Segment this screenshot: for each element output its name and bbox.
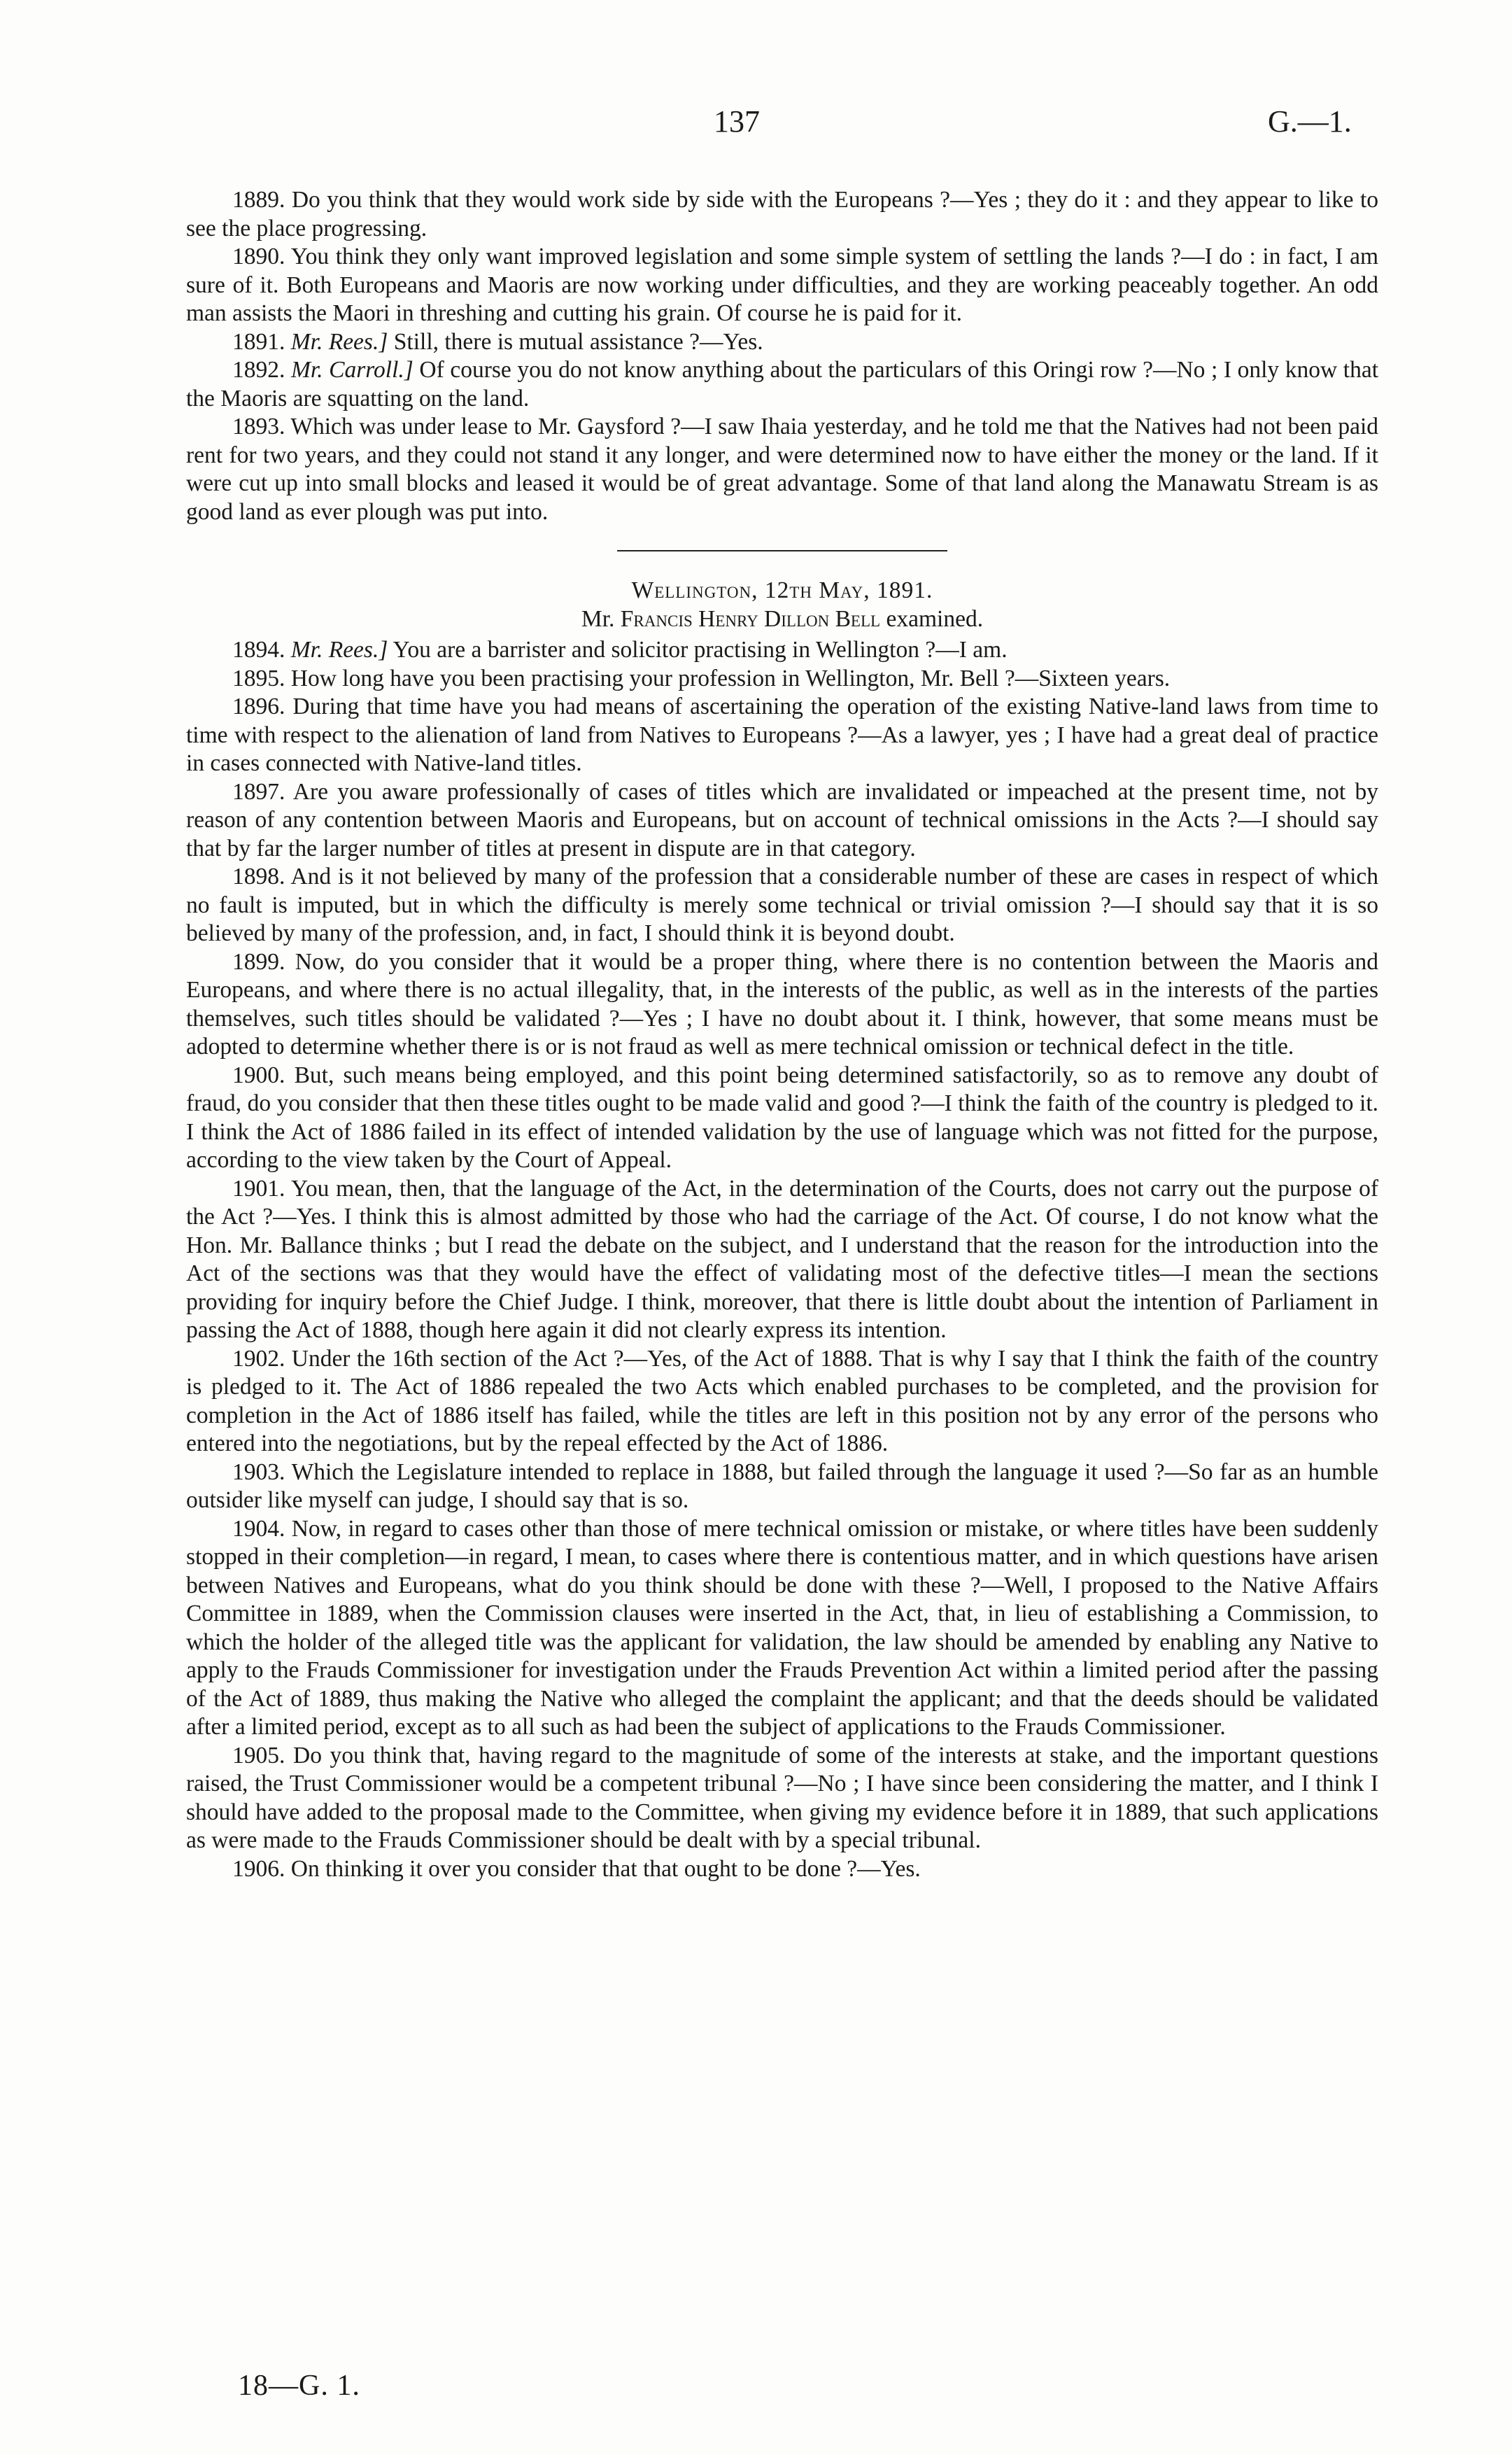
paragraph-text: Now, do you consider that it would be a proper thing, where there is no contention between the Maoris and Europeans, and where there is no actual illegality, that, in the interests of the public, as well as in the interests of the parties themselves, such titles should be validated ?—Yes ; I have no doubt about it. I think, however, that some means must be adopted to determine whether there is or is not fraud as well as mere technical omission or technical defect in the title. [186,948,1378,1060]
witness-line [186,605,1378,634]
page-header [0,104,1512,146]
document-code: G.—1. [1268,104,1352,139]
paragraph-text: Still, there is mutual assistance ?—Yes. [393,328,763,355]
body-text [186,186,1378,1883]
question-paragraph [186,1515,1378,1742]
question-number: 1902. [232,1345,285,1372]
paragraphs-after-section [186,636,1378,1883]
paragraph-text: Do you think that they would work side by side with the Europeans ?—Yes ; they do it : and they appear to like to see the place progressing. [186,187,1379,241]
question-number: 1895. [232,665,285,691]
question-number: 1890. [232,244,285,269]
paragraph-text: You think they only want improved legislation and some simple system of settling the lands ?—I do : in fact, I am sure of it. Both Europeans and Maoris are now working under difficulties, and they are working peaceably together. An odd man assists the Maori in threshing and cutting his grain. Of course he is paid for it. [186,244,1379,326]
question-number: 1893. [232,414,285,439]
printer-signature: 18—G. 1. [238,2370,360,2402]
question-paragraph [186,1062,1378,1175]
question-paragraph [186,863,1378,948]
question-number: 1892. [232,357,285,383]
paragraph-text: You are a barrister and solicitor practising in Wellington ?—I am. [393,637,1008,663]
question-number: 1898. [232,864,285,889]
question-number: 1897. [232,778,285,805]
question-number: 1900. [232,1062,285,1088]
question-paragraph [186,1175,1378,1345]
paragraph-text: On thinking it over you consider that that ought to be done ?—Yes. [290,1855,921,1882]
question-paragraph [186,1458,1378,1515]
paragraph-text: Are you aware professionally of cases of titles which are invalidated or impeached at the present time, not by reason of any contention between Maoris and Europeans, but on account of technical omissions in the Acts ?—I should say that by far the larger number of titles at present in dispute are in that category. [186,778,1378,861]
paragraph-text: You mean, then, that the language of the Act, in the determination of the Courts, does not carry out the purpose of the Act ?—Yes. I think this is almost admitted by those who had the carriage of the Act. Of course, I do not know what the Hon. Mr. Ballance thinks ; but I read the debate on the subject, and I understand that the reason for the introduction into the Act of the sections was that they would have the effect of validating most of the defective titles—I mean the sections providing for inquiry before the Chief Judge. I think, moreover, that there is little doubt about the intention of Parliament in passing the Act of 1888, though here again it did not clearly express its intention. [186,1175,1378,1343]
question-paragraph [186,186,1378,243]
paragraph-text: During that time have you had means of ascertaining the operation of the existing Native-land laws from time to time with respect to the alienation of land from Natives to Europeans ?—As a lawyer, yes ; I have had a great deal of practice in cases connected with Native-land titles. [186,694,1379,776]
question-number: 1896. [232,694,285,719]
question-number: 1889. [232,187,285,213]
question-paragraph [186,1742,1378,1855]
page-number: 137 [714,104,760,139]
witness-prefix: Mr. [581,605,615,632]
paragraph-text: Which was under lease to Mr. Gaysford ?—I saw Ihaia yesterday, and he told me that the Natives had not been paid rent for two years, and they could not stand it any longer, and were determined now to have either the money or the land. If it were cut up into small blocks and leased it would be of great advantage. Some of that land along the Manawatu Stream is as good land as ever plough was put into. [186,414,1379,525]
question-number: 1903. [232,1458,285,1485]
question-paragraph [186,636,1378,665]
paragraph-text: How long have you been practising your profession in Wellington, Mr. Bell ?—Sixteen years. [290,665,1171,691]
witness-suffix: examined. [886,605,984,632]
question-number: 1906. [232,1855,285,1882]
question-paragraph [186,778,1378,864]
question-number: 1899. [232,948,285,975]
speaker-label: Mr. Carroll.] [290,357,414,383]
paragraph-text: Under the 16th section of the Act ?—Yes, of the Act of 1888. That is why I say that I think the faith of the country is pledged to it. The Act of 1886 repealed the two Acts which enabled purchases to be completed, and the provision for completion in the Act of 1886 itself has failed, while the titles are left in this position not by any error of the persons who entered into the negotiations, but by the repeal effected by the Act of 1886. [186,1345,1378,1456]
question-number: 1894. [232,637,285,663]
paragraph-text: Do you think that, having regard to the magnitude of some of the interests at stake, and the important questions raised, the Trust Commissioner would be a competent tribunal ?—No ; I have since been considering the matter, and I think I should have added to the proposal made to the Committee, when giving my evidence before it in 1889, that such applications as were made to the Frauds Commissioner should be dealt with by a special tribunal. [186,1742,1379,1853]
question-number: 1901. [232,1175,285,1202]
speaker-label: Mr. Rees.] [290,328,388,355]
paragraph-text: But, such means being employed, and this point being determined satisfactorily, so as to remove any doubt of fraud, do you consider that then these titles ought to be made valid and good ?—I think the faith of the country is pledged to it. I think the Act of 1886 failed in its effect of intended validation by the use of language which was not fitted for the purpose, according to the view taken by the Court of Appeal. [186,1062,1378,1173]
question-paragraph [186,665,1378,694]
question-paragraph [186,356,1378,413]
paragraph-text: And is it not believed by many of the profession that a considerable number of these are cases in respect of which no fault is imputed, but in which the difficulty is merely some technical or trivial omission ?—I should say that it is so believed by many of the profession, and, in fact, I should think it is beyond doubt. [186,864,1379,946]
paragraph-text: Of course you do not know anything about the particulars of this Oringi row ?—No ; I only know that the Maoris are squatting on the land. [186,357,1378,411]
question-paragraph [186,948,1378,1062]
paragraphs-before-section [186,186,1378,526]
question-number: 1891. [232,328,285,355]
section-dateline: Wellington, 12th May, 1891. [631,577,933,603]
paragraph-text: Now, in regard to cases other than those of mere technical omission or mistake, or where titles have been suddenly stopped in their completion—in regard, I mean, to cases where there is contentious matter, and in which questions have arisen between Natives and Europeans, what do you think should be done with these ?—Well, I proposed to the Native Affairs Committee in 1889, when the Commission clauses were inserted in the Act, that, in lieu of establishing a Commission, to which the holder of the alleged title was the applicant for validation, the law should be amended by enabling any Native to apply to the Frauds Commissioner for investigation under the Frauds Prevention Act within a limited period after the passing of the Act of 1889, thus making the Native who alleged the complaint the applicant; and that the deeds should be validated after a limited period, except as to all such as had been the subject of applications to the Frauds Commissioner. [186,1515,1378,1740]
question-number: 1904. [232,1515,285,1542]
question-paragraph [186,1345,1378,1458]
question-paragraph [186,693,1378,778]
paragraph-text: Which the Legislature intended to replace in 1888, but failed through the language it used ?—So far as an humble outsider like myself can judge, I should say that is so. [186,1458,1378,1513]
question-number: 1905. [232,1742,285,1768]
witness-name: Francis Henry Dillon Bell [620,605,881,632]
question-paragraph [186,243,1378,328]
question-paragraph [186,328,1378,357]
section-divider [617,550,947,551]
speaker-label: Mr. Rees.] [290,637,388,663]
question-paragraph [186,413,1378,526]
question-paragraph [186,1855,1378,1884]
